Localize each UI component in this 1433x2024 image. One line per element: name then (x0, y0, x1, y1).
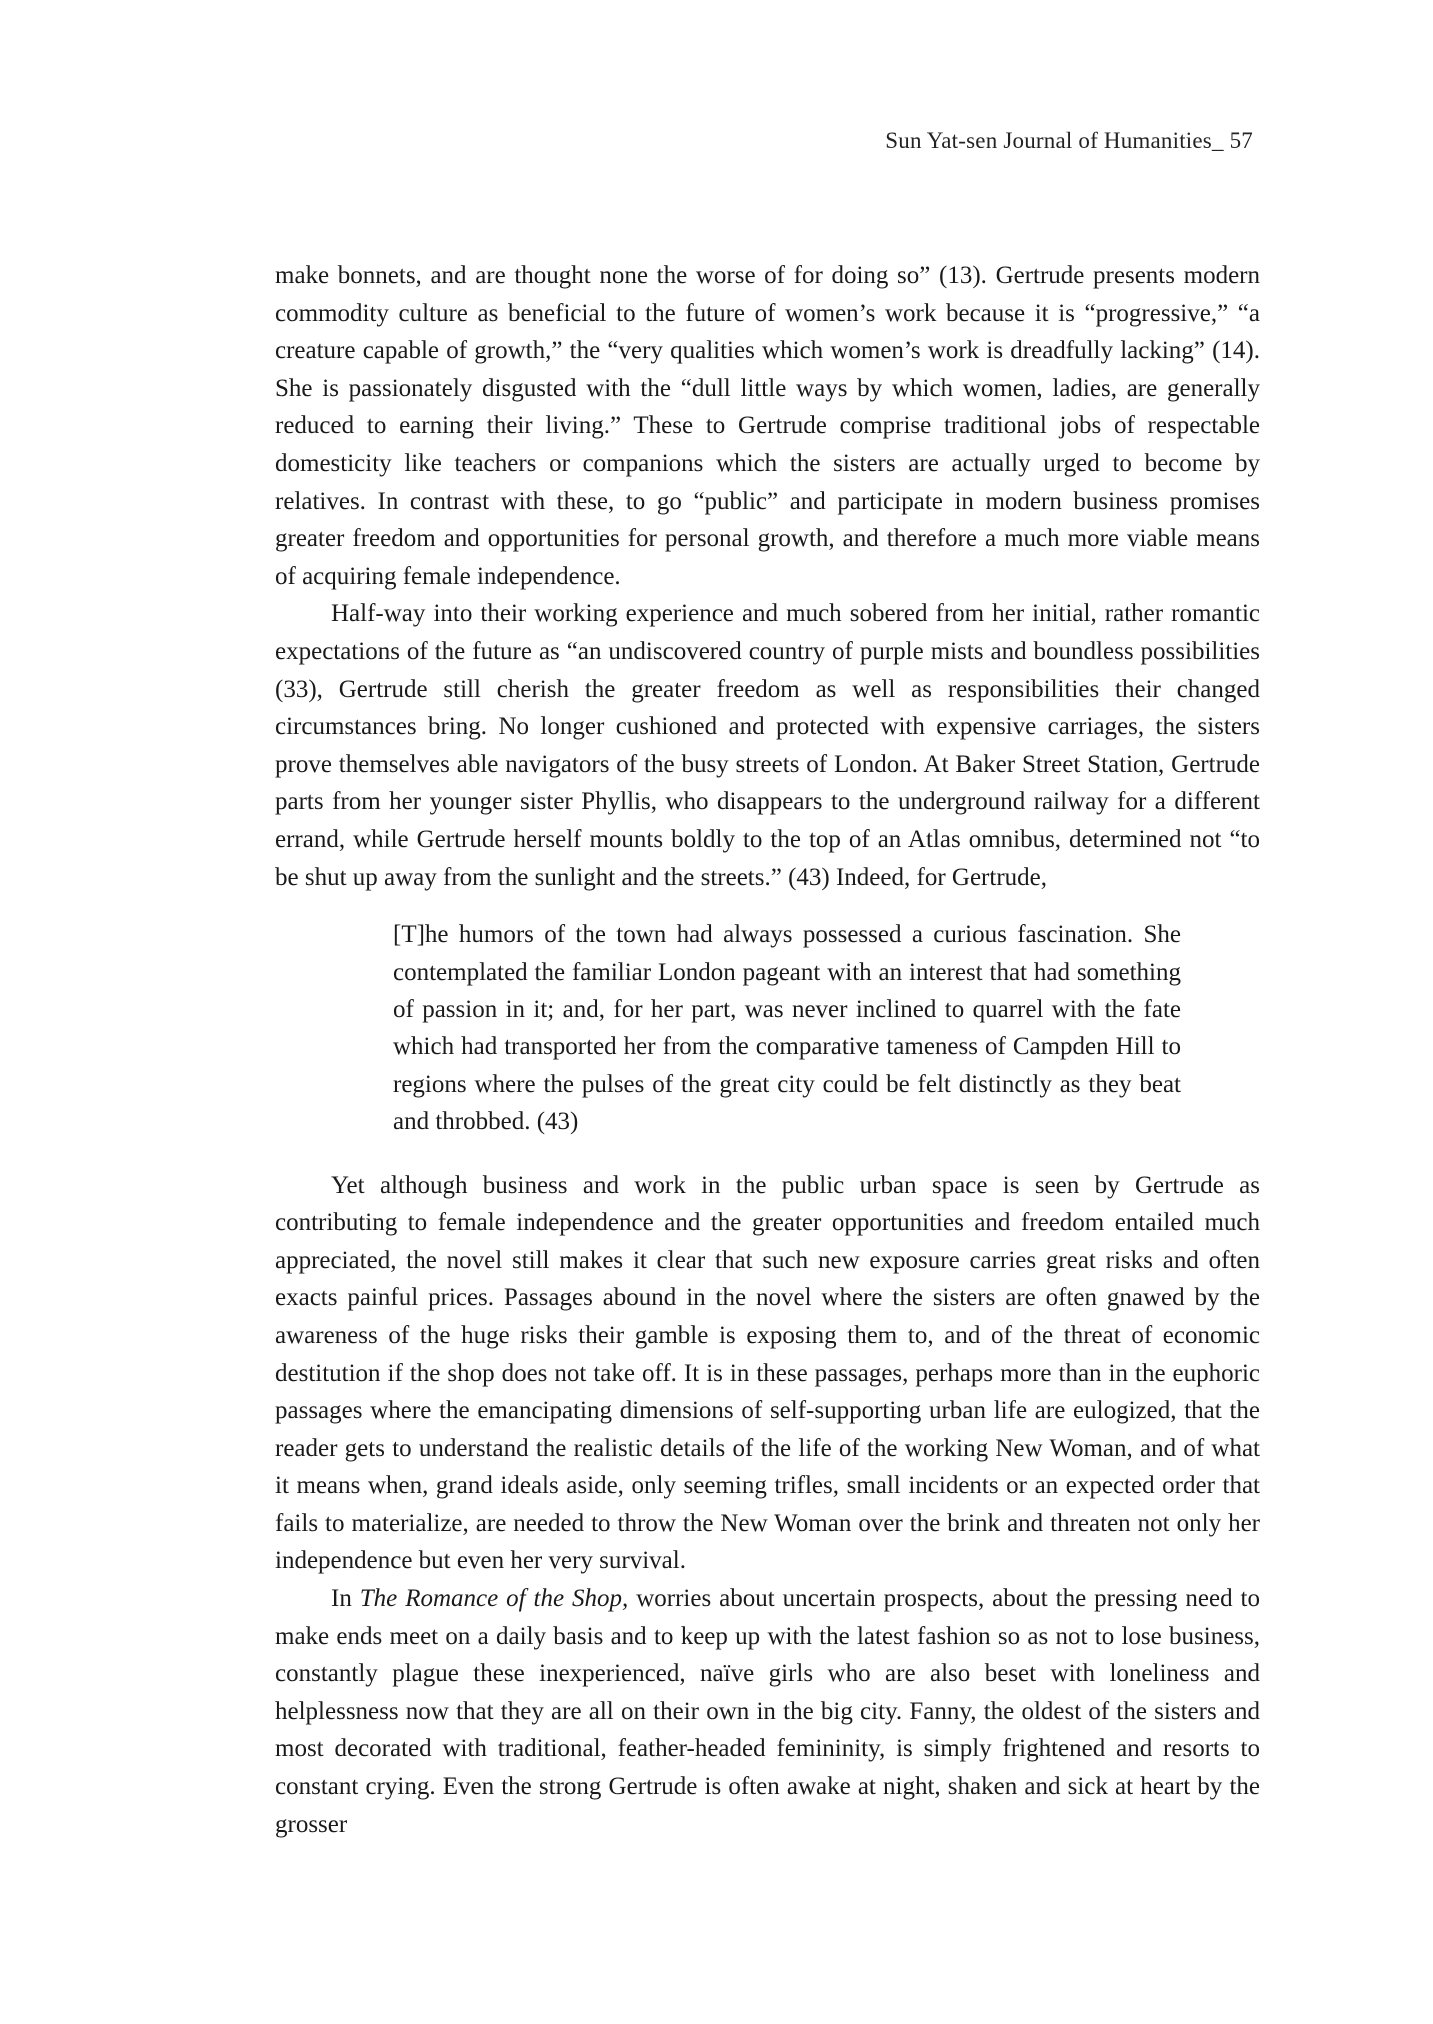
paragraph: Half-way into their working experience and much sobered from her initial, rather romantic expectations of the future as “an undiscovered country of purple mists and boundless possibilities (33), Gertrude still cherish the greater freedom as well as responsibilities their changed circumstances bring. No longer cushioned and protected with expensive carriages, the sisters prove themselves able navigators of the busy streets of London. At Baker Street Station, Gertrude parts from her younger sister Phyllis, who disappears to the underground railway for a different errand, while Gertrude herself mounts boldly to the top of an Atlas omnibus, determined not “to be shut up away from the sunlight and the streets.” (43) Indeed, for Gertrude, (275, 600, 1260, 891)
paragraph-prefix: In (331, 1585, 360, 1613)
running-head: Sun Yat-sen Journal of Humanities_ 57 (885, 128, 1253, 153)
paragraph: Yet although business and work in the public urban space is seen by Gertrude as contributing to female independence and the greater opportunities and freedom entailed much appreciated, the novel still makes it clear that such new exposure carries great risks and often exacts painful prices. Passages abound in the novel where the sisters are often gnawed by the awareness of the huge risks their gamble is exposing them to, and of the threat of economic destitution if the shop does not take off. It is in these passages, perhaps more than in the euphoric passages where the emancipating dimensions of self-supporting urban life are eulogized, that the reader gets to understand the realistic details of the life of the working New Woman, and of what it means when, grand ideals aside, only seeming trifles, small incidents or an expected order that fails to materialize, are needed to throw the New Woman over the brink and threaten not only her independence but even her very survival. (275, 1171, 1260, 1575)
paragraph (275, 1580, 1260, 1843)
paragraph-text: worries about uncertain prospects, about the pressing need to make ends meet on a daily basis and to keep up with the latest fashion so as not to lose business, constantly plague these inexperienced, naïve girls who are also beset with loneliness and helplessness now that they are all on their own in the big city. Fanny, the oldest of the sisters and most decorated with traditional, feather-headed femininity, is simply frightened and resorts to constant crying. Even the strong Gertrude is often awake at night, shaken and sick at heart by the grosser (275, 1585, 1260, 1838)
paragraph-continued: make bonnets, and are thought none the worse of for doing so” (13). Gertrude presents modern commodity culture as beneficial to the future of women’s work because it is “progressive,” “a creature capable of growth,” the “very qualities which women’s work is dreadfully lacking” (14). She is passionately disgusted with the “dull little ways by which women, ladies, are generally reduced to earning their living.” These to Gertrude comprise traditional jobs of respectable domesticity like teachers or companions which the sisters are actually urged to become by relatives. In contrast with these, to go “public” and participate in modern business promises greater freedom and opportunities for personal growth, and therefore a much more viable means of acquiring female independence. (275, 262, 1260, 590)
book-title: The Romance of the Shop, (359, 1585, 629, 1613)
block-quote: [T]he humors of the town had always possessed a curious fascination. She contemplated the familiar London pageant with an interest that had something of passion in it; and, for her part, was never inclined to quarrel with the fate which had transported her from the comparative tameness of Campden Hill to regions where the pulses of the great city could be felt distinctly as they beat and throbbed. (43) (393, 921, 1181, 1136)
article-body (275, 257, 1260, 1843)
